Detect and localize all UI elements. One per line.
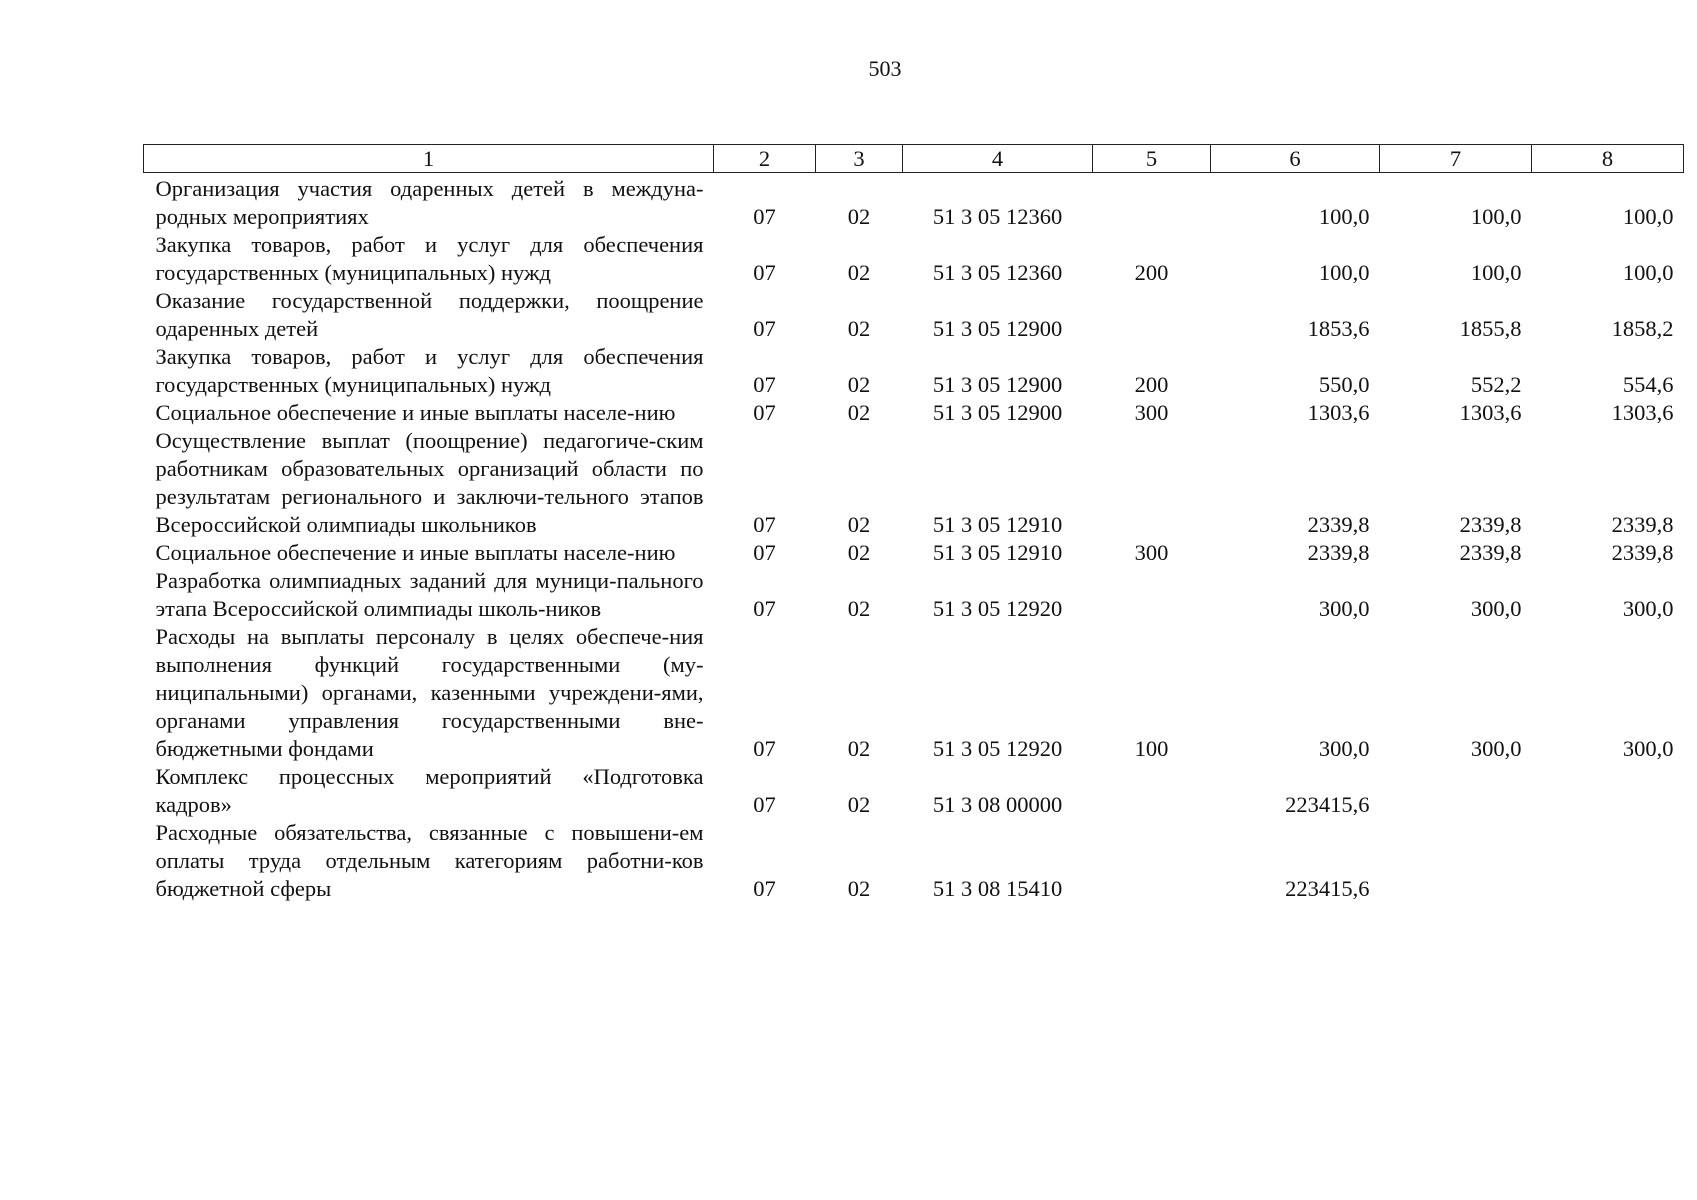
section-code-cell: 07 [753,876,776,901]
subsection-code-cell: 02 [847,400,871,425]
expense-type-cell: 200 [1134,260,1169,285]
section-code-cell: 07 [753,400,776,425]
amount-col7-cell [1380,763,1532,819]
amount-col6-cell: 2339,8 [1307,540,1370,565]
subsection-code-cell: 02 [847,596,871,621]
column-header: 2 [714,145,816,173]
section-code-cell: 07 [753,736,776,761]
target-article-cell: 51 3 05 12360 [932,204,1063,229]
table-row [144,343,1684,399]
amount-col8-cell: 300,0 [1622,596,1674,621]
amount-col6-cell: 550,0 [1318,372,1370,397]
amount-col6-cell: 100,0 [1318,204,1370,229]
expense-type-cell: 300 [1134,400,1169,425]
row-name-cell: Расходные обязательства, связанные с повышени-ем оплаты труда отдельным категориям работни-ков бюджетной сферы [155,820,704,901]
row-name-cell: Закупка товаров, работ и услуг для обеспечения государственных (муниципальных) нужд [155,232,704,285]
row-name-cell: Оказание государственной поддержки, поощрение одаренных детей [155,288,704,341]
column-header: 3 [816,145,903,173]
amount-col7-cell: 1855,8 [1459,316,1522,341]
subsection-code-cell: 02 [847,204,871,229]
table-row [144,567,1684,623]
section-code-cell: 07 [753,792,776,817]
amount-col8-cell: 100,0 [1622,260,1674,285]
amount-col7-cell [1380,819,1532,903]
expense-type-cell [1093,427,1211,539]
table-row [144,173,1684,232]
expense-type-cell [1093,763,1211,819]
subsection-code-cell: 02 [847,540,871,565]
expense-type-cell [1093,567,1211,623]
column-header: 6 [1211,145,1380,173]
table-body [144,173,1684,904]
row-name-cell: Осуществление выплат (поощрение) педагогиче-ским работникам образовательных организаций области по результатам регионального и заключи-тельного этапов Всероссийской олимпиады школьников [155,428,704,537]
amount-col7-cell: 2339,8 [1459,540,1522,565]
section-code-cell: 07 [753,260,776,285]
table-row [144,763,1684,819]
target-article-cell: 51 3 05 12920 [932,596,1063,621]
row-name-cell: Комплекс процессных мероприятий «Подготовка кадров» [155,764,704,817]
expense-type-cell: 300 [1134,540,1169,565]
expense-type-cell [1093,173,1211,232]
amount-col6-cell: 1853,6 [1307,316,1370,341]
subsection-code-cell: 02 [847,512,871,537]
amount-col7-cell: 100,0 [1470,260,1522,285]
amount-col8-cell [1532,819,1684,903]
amount-col8-cell: 1858,2 [1611,316,1674,341]
amount-col6-cell: 223415,6 [1285,792,1370,817]
column-header: 8 [1532,145,1684,173]
target-article-cell: 51 3 08 00000 [932,792,1063,817]
table-row [144,287,1684,343]
expense-type-cell: 100 [1134,736,1169,761]
amount-col6-cell: 300,0 [1318,736,1370,761]
column-number-row [144,145,1684,173]
amount-col6-cell: 1303,6 [1307,400,1370,425]
amount-col8-cell: 2339,8 [1611,512,1674,537]
expense-type-cell: 200 [1134,372,1169,397]
table-row [144,427,1684,539]
amount-col7-cell: 300,0 [1470,736,1522,761]
amount-col8-cell: 2339,8 [1611,540,1674,565]
amount-col6-cell: 223415,6 [1285,876,1370,901]
amount-col8-cell: 300,0 [1622,736,1674,761]
section-code-cell: 07 [753,596,776,621]
subsection-code-cell: 02 [847,792,871,817]
section-code-cell: 07 [753,316,776,341]
amount-col8-cell [1532,763,1684,819]
target-article-cell: 51 3 05 12900 [932,400,1063,425]
column-header: 7 [1380,145,1532,173]
subsection-code-cell: 02 [847,736,871,761]
amount-col6-cell: 100,0 [1318,260,1370,285]
amount-col7-cell: 300,0 [1470,596,1522,621]
target-article-cell: 51 3 05 12920 [932,736,1063,761]
target-article-cell: 51 3 05 12900 [932,316,1063,341]
section-code-cell: 07 [753,540,776,565]
amount-col8-cell: 1303,6 [1611,400,1674,425]
amount-col7-cell: 2339,8 [1459,512,1522,537]
section-code-cell: 07 [753,204,776,229]
target-article-cell: 51 3 08 15410 [932,876,1063,901]
row-name-cell: Закупка товаров, работ и услуг для обеспечения государственных (муниципальных) нужд [155,344,704,397]
amount-col8-cell: 554,6 [1622,372,1674,397]
amount-col6-cell: 300,0 [1318,596,1370,621]
target-article-cell: 51 3 05 12910 [932,540,1063,565]
amount-col7-cell: 1303,6 [1459,400,1522,425]
amount-col7-cell: 552,2 [1470,372,1522,397]
amount-col7-cell: 100,0 [1470,204,1522,229]
table-row [144,539,1684,567]
amount-col8-cell: 100,0 [1622,204,1674,229]
section-code-cell: 07 [753,512,776,537]
subsection-code-cell: 02 [847,372,871,397]
budget-table [143,144,1684,903]
subsection-code-cell: 02 [847,316,871,341]
page-number: 503 [868,56,902,81]
expense-type-cell [1093,287,1211,343]
subsection-code-cell: 02 [847,876,871,901]
table-row [144,819,1684,903]
row-name-cell: Организация участия одаренных детей в междуна-родных мероприятиях [155,176,704,229]
target-article-cell: 51 3 05 12900 [932,372,1063,397]
table-row [144,399,1684,427]
expense-type-cell [1093,819,1211,903]
table-row [144,231,1684,287]
amount-col6-cell: 2339,8 [1307,512,1370,537]
row-name-cell: Социальное обеспечение и иные выплаты населе-нию [155,400,676,425]
table-row [144,623,1684,763]
row-name-cell: Социальное обеспечение и иные выплаты населе-нию [155,540,676,565]
row-name-cell: Расходы на выплаты персоналу в целях обеспече-ния выполнения функций государственными (му-ниципальными) органами, казенными учреждени-ями, органами управления государственными вне-бюджетными фондами [155,624,704,761]
column-header: 4 [903,145,1093,173]
column-header: 1 [144,145,714,173]
target-article-cell: 51 3 05 12910 [932,512,1063,537]
column-header: 5 [1093,145,1211,173]
target-article-cell: 51 3 05 12360 [932,260,1063,285]
section-code-cell: 07 [753,372,776,397]
row-name-cell: Разработка олимпиадных заданий для муници-пального этапа Всероссийской олимпиады школь-ников [155,568,704,621]
subsection-code-cell: 02 [847,260,871,285]
